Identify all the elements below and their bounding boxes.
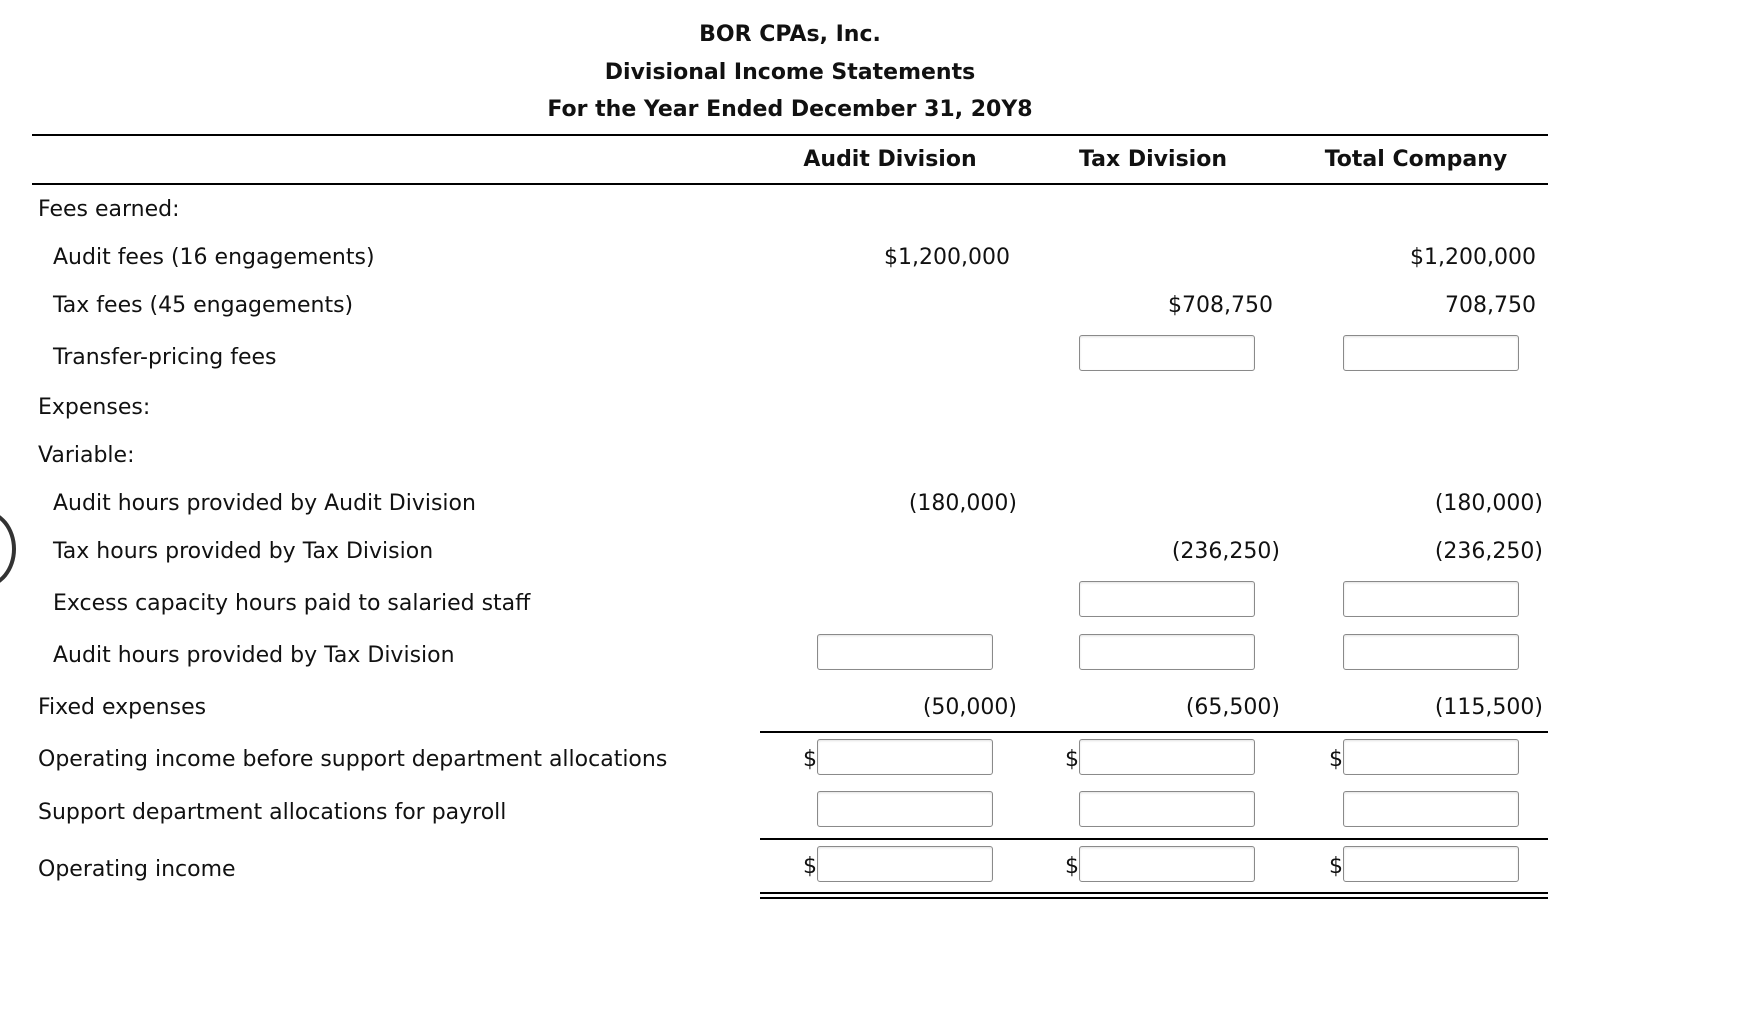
- double-rule-top: [760, 892, 1548, 894]
- dollar-sign: $: [1065, 747, 1079, 772]
- value-audit-fees-total: $1,200,000: [1410, 245, 1536, 270]
- value-tax-hours-tax: (236,250): [1171, 539, 1280, 564]
- value-audit-fees-audit: $1,200,000: [884, 245, 1010, 270]
- value-tax-fees-tax: $708,750: [1168, 293, 1273, 318]
- value-tax-fees-total: 708,750: [1445, 293, 1536, 318]
- double-rule-bottom: [760, 897, 1548, 899]
- label-support-alloc: Support department allocations for payroll: [38, 800, 507, 825]
- header-top-rule: [32, 134, 1548, 136]
- statement-period: For the Year Ended December 31, 20Y8: [547, 97, 1033, 122]
- statement-title: Divisional Income Statements: [604, 60, 976, 85]
- label-tax-hours-tax: Tax hours provided by Tax Division: [53, 539, 434, 564]
- audit-hours-tax-audit-input[interactable]: [817, 634, 993, 670]
- dollar-sign: $: [803, 747, 817, 772]
- label-expenses: Expenses:: [38, 395, 151, 420]
- subtotal-rule: [760, 731, 1548, 733]
- total-rule: [760, 838, 1548, 840]
- label-variable: Variable:: [38, 443, 135, 468]
- support-alloc-total-input[interactable]: [1343, 791, 1519, 827]
- label-operating-income: Operating income: [38, 857, 236, 882]
- label-op-income-before: Operating income before support department allocations: [38, 747, 668, 772]
- column-header-audit: Audit Division: [803, 147, 977, 172]
- label-audit-hours-audit: Audit hours provided by Audit Division: [53, 491, 476, 516]
- partial-circle-decoration: [0, 510, 16, 588]
- column-header-total: Total Company: [1324, 147, 1508, 172]
- label-excess-capacity: Excess capacity hours paid to salaried staff: [53, 591, 531, 616]
- company-name: BOR CPAs, Inc.: [699, 22, 881, 47]
- value-audit-hours-total: (180,000): [1434, 491, 1543, 516]
- transfer-pricing-total-input[interactable]: [1343, 335, 1519, 371]
- op-income-before-audit-input[interactable]: [817, 739, 993, 775]
- operating-income-audit-input[interactable]: [817, 846, 993, 882]
- value-fixed-audit: (50,000): [922, 695, 1017, 720]
- operating-income-total-input[interactable]: [1343, 846, 1519, 882]
- label-fixed-expenses: Fixed expenses: [38, 695, 207, 720]
- audit-hours-tax-tax-input[interactable]: [1079, 634, 1255, 670]
- value-fixed-tax: (65,500): [1185, 695, 1280, 720]
- support-alloc-tax-input[interactable]: [1079, 791, 1255, 827]
- operating-income-tax-input[interactable]: [1079, 846, 1255, 882]
- dollar-sign: $: [1329, 854, 1343, 879]
- value-fixed-total: (115,500): [1434, 695, 1543, 720]
- label-audit-hours-tax: Audit hours provided by Tax Division: [53, 643, 455, 668]
- op-income-before-total-input[interactable]: [1343, 739, 1519, 775]
- excess-capacity-tax-input[interactable]: [1079, 581, 1255, 617]
- label-transfer-pricing: Transfer-pricing fees: [53, 345, 277, 370]
- support-alloc-audit-input[interactable]: [817, 791, 993, 827]
- value-tax-hours-total: (236,250): [1434, 539, 1543, 564]
- header-bottom-rule: [32, 183, 1548, 185]
- label-tax-fees: Tax fees (45 engagements): [53, 293, 354, 318]
- label-fees-earned: Fees earned:: [38, 197, 180, 222]
- label-audit-fees: Audit fees (16 engagements): [53, 245, 375, 270]
- transfer-pricing-tax-input[interactable]: [1079, 335, 1255, 371]
- column-header-tax: Tax Division: [1079, 147, 1227, 172]
- op-income-before-tax-input[interactable]: [1079, 739, 1255, 775]
- dollar-sign: $: [1329, 747, 1343, 772]
- value-audit-hours-audit: (180,000): [908, 491, 1017, 516]
- excess-capacity-total-input[interactable]: [1343, 581, 1519, 617]
- dollar-sign: $: [803, 854, 817, 879]
- dollar-sign: $: [1065, 854, 1079, 879]
- audit-hours-tax-total-input[interactable]: [1343, 634, 1519, 670]
